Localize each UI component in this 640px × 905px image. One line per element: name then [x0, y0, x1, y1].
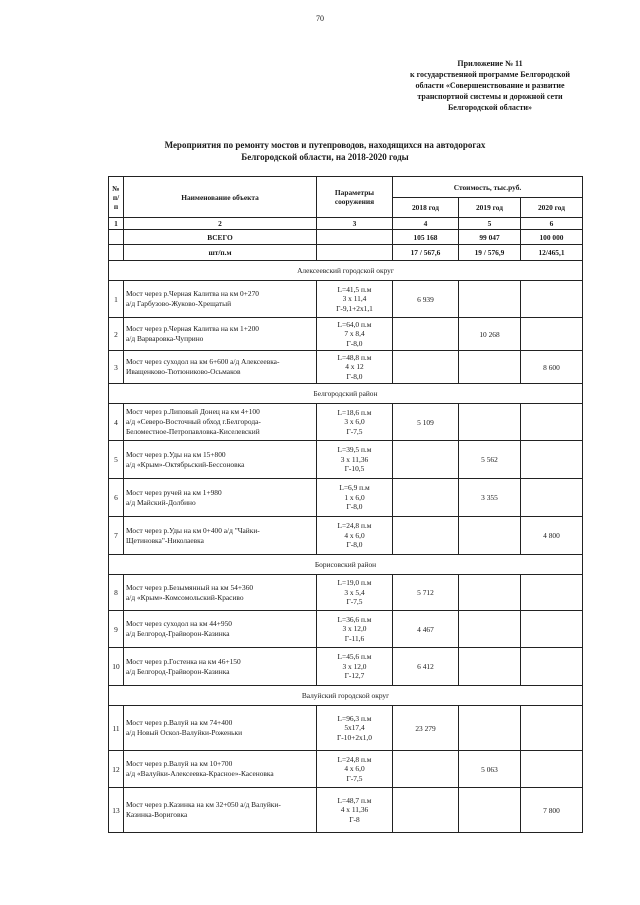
units-2018: 17 / 567,6	[393, 245, 459, 261]
total-empty-cell	[317, 230, 393, 245]
header-name: Наименование объекта	[124, 177, 317, 218]
table-row	[109, 648, 583, 686]
object-name: Мост через ручей на км 1+980 а/д Майский-Долбино	[124, 479, 317, 517]
object-name: Мост через р.Безымянный на км 54+360 а/д «Крым»-Комсомольский-Красиво	[124, 575, 317, 611]
cost-2018	[393, 351, 459, 384]
section-title: Алексеевский городской округ	[109, 261, 583, 281]
cost-2018	[393, 517, 459, 555]
bridges-repair-table	[108, 176, 583, 833]
row-number: 2	[109, 318, 124, 351]
structure-params: L=96,3 п.м 5х17,4 Г-10+2х1,0	[317, 706, 393, 751]
structure-params: L=6,9 п.м 1 х 6,0 Г-8,0	[317, 479, 393, 517]
cost-2018: 5 109	[393, 404, 459, 441]
cost-2019	[459, 517, 521, 555]
section-row	[109, 555, 583, 575]
cost-2020: 4 800	[521, 517, 583, 555]
column-numbers-row	[109, 218, 583, 230]
cost-2019	[459, 611, 521, 648]
colnum-cell: 2	[124, 218, 317, 230]
table-row	[109, 706, 583, 751]
cost-2020	[521, 611, 583, 648]
appendix-line: транспортной системы и дорожной сети	[417, 92, 563, 101]
colnum-cell: 6	[521, 218, 583, 230]
header-params-label: Параметры сооружения	[334, 188, 375, 206]
section-title: Борисовский район	[109, 555, 583, 575]
total-2018: 105 168	[393, 230, 459, 245]
cost-2020	[521, 706, 583, 751]
header-num-label: № п/п	[112, 183, 120, 211]
cost-2020	[521, 281, 583, 318]
units-empty-cell	[317, 245, 393, 261]
total-2020: 100 000	[521, 230, 583, 245]
row-number: 3	[109, 351, 124, 384]
cost-2020: 8 600	[521, 351, 583, 384]
structure-params: L=19,0 п.м 3 х 5,4 Г-7,5	[317, 575, 393, 611]
structure-params: L=64,0 п.м 7 х 8,4 Г-8,0	[317, 318, 393, 351]
header-2018: 2018 год	[393, 198, 459, 218]
section-row	[109, 686, 583, 706]
row-number: 13	[109, 788, 124, 833]
section-row	[109, 384, 583, 404]
cost-2019: 10 268	[459, 318, 521, 351]
structure-params: L=48,7 п.м 4 х 11,36 Г-8	[317, 788, 393, 833]
structure-params: L=36,6 п.м 3 х 12,0 Г-11,6	[317, 611, 393, 648]
row-number: 9	[109, 611, 124, 648]
cost-2019: 5 063	[459, 751, 521, 788]
cost-2018	[393, 788, 459, 833]
appendix-line: области «Совершенствование и развитие	[415, 81, 565, 90]
appendix-line: Приложение № 11	[457, 59, 523, 68]
structure-params: L=24,8 п.м 4 х 6,0 Г-7,5	[317, 751, 393, 788]
units-label: шт/п.м	[124, 245, 317, 261]
appendix-header	[395, 58, 585, 113]
cost-2019	[459, 575, 521, 611]
structure-params: L=24,8 п.м 4 х 6,0 Г-8,0	[317, 517, 393, 555]
table-row	[109, 517, 583, 555]
row-number: 4	[109, 404, 124, 441]
cost-2019: 3 355	[459, 479, 521, 517]
colnum-cell: 1	[109, 218, 124, 230]
total-2019: 99 047	[459, 230, 521, 245]
header-2019: 2019 год	[459, 198, 521, 218]
header-num	[109, 177, 124, 218]
cost-2019	[459, 788, 521, 833]
section-title: Валуйский городской округ	[109, 686, 583, 706]
colnum-cell: 4	[393, 218, 459, 230]
cost-2019	[459, 706, 521, 751]
total-empty-cell	[109, 230, 124, 245]
cost-2019	[459, 404, 521, 441]
cost-2018	[393, 751, 459, 788]
cost-2020	[521, 404, 583, 441]
cost-2020: 7 800	[521, 788, 583, 833]
table-row	[109, 404, 583, 441]
object-name: Мост через р.Уды на км 15+800 а/д «Крым»-Октябрьский-Бессоновка	[124, 441, 317, 479]
total-row	[109, 230, 583, 245]
units-empty-cell	[109, 245, 124, 261]
structure-params: L=18,6 п.м 3 х 6,0 Г-7,5	[317, 404, 393, 441]
header-2020: 2020 год	[521, 198, 583, 218]
table-row	[109, 611, 583, 648]
section-row	[109, 261, 583, 281]
cost-2020	[521, 575, 583, 611]
table-row	[109, 575, 583, 611]
cost-2020	[521, 318, 583, 351]
row-number: 10	[109, 648, 124, 686]
page-number: 70	[316, 14, 324, 23]
header-cost: Стоимость, тыс.руб.	[393, 177, 583, 198]
structure-params: L=39,5 п.м 3 х 11,36 Г-10,5	[317, 441, 393, 479]
units-2020: 12/465,1	[521, 245, 583, 261]
object-name: Мост через р.Липовый Донец на км 4+100 а/д «Северо-Восточный обход г.Белгорода- Беломестное-Петропавловка-Киселевский	[124, 404, 317, 441]
table-row	[109, 479, 583, 517]
appendix-line: Белгородской области»	[447, 103, 533, 112]
section-title: Белгородский район	[109, 384, 583, 404]
units-row	[109, 245, 583, 261]
units-2019: 19 / 576,9	[459, 245, 521, 261]
object-name: Мост через р.Валуй на км 10+700 а/д «Валуйки-Алексеевка-Красное»-Касеновка	[124, 751, 317, 788]
total-label: ВСЕГО	[124, 230, 317, 245]
header-params	[317, 177, 393, 218]
row-number: 11	[109, 706, 124, 751]
document-title	[110, 139, 540, 163]
table-row	[109, 318, 583, 351]
cost-2020	[521, 648, 583, 686]
title-line: Белгородской области, на 2018-2020 годы	[241, 152, 409, 162]
row-number: 6	[109, 479, 124, 517]
colnum-cell: 3	[317, 218, 393, 230]
cost-2018	[393, 318, 459, 351]
cost-2018	[393, 479, 459, 517]
cost-2019	[459, 281, 521, 318]
cost-2018: 23 279	[393, 706, 459, 751]
table-row	[109, 751, 583, 788]
object-name: Мост через р.Черная Калитва на км 1+200 а/д Варваровка-Чуприно	[124, 318, 317, 351]
row-number: 5	[109, 441, 124, 479]
table-row	[109, 281, 583, 318]
cost-2018: 6 412	[393, 648, 459, 686]
object-name: Мост через р.Гостенка на км 46+150 а/д Белгород-Грайворон-Казинка	[124, 648, 317, 686]
cost-2020	[521, 441, 583, 479]
object-name: Мост через р.Валуй на км 74+400 а/д Новый Оскол-Валуйки-Роженьки	[124, 706, 317, 751]
object-name: Мост через суходол на км 6+600 а/д Алексеевка- Иващенково-Тютюниково-Осьмаков	[124, 351, 317, 384]
table-row	[109, 441, 583, 479]
cost-2019	[459, 648, 521, 686]
object-name: Мост через р.Уды на км 0+400 а/д "Чайки- Щетиновка"-Николаевка	[124, 517, 317, 555]
object-name: Мост через суходол на км 44+950 а/д Белгород-Грайворон-Казинка	[124, 611, 317, 648]
object-name: Мост через р.Казинка на км 32+050 а/д Валуйки- Казинка-Вориговка	[124, 788, 317, 833]
cost-2018: 5 712	[393, 575, 459, 611]
object-name: Мост через р.Черная Калитва на км 0+270 а/д Гарбузово-Жуково-Хрещатый	[124, 281, 317, 318]
row-number: 1	[109, 281, 124, 318]
title-line: Мероприятия по ремонту мостов и путепроводов, находящихся на автодорогах	[164, 140, 486, 150]
cost-2018	[393, 441, 459, 479]
cost-2019	[459, 351, 521, 384]
table-row	[109, 788, 583, 833]
appendix-line: к государственной программе Белгородской	[410, 70, 570, 79]
cost-2020	[521, 479, 583, 517]
cost-2018: 4 467	[393, 611, 459, 648]
structure-params: L=48,8 п.м 4 х 12 Г-8,0	[317, 351, 393, 384]
row-number: 12	[109, 751, 124, 788]
cost-2020	[521, 751, 583, 788]
colnum-cell: 5	[459, 218, 521, 230]
table-row	[109, 351, 583, 384]
cost-2018: 6 939	[393, 281, 459, 318]
row-number: 7	[109, 517, 124, 555]
structure-params: L=41,5 п.м 3 х 11,4 Г-9,1+2х1,1	[317, 281, 393, 318]
row-number: 8	[109, 575, 124, 611]
cost-2019: 5 562	[459, 441, 521, 479]
structure-params: L=45,6 п.м 3 х 12,0 Г-12,7	[317, 648, 393, 686]
